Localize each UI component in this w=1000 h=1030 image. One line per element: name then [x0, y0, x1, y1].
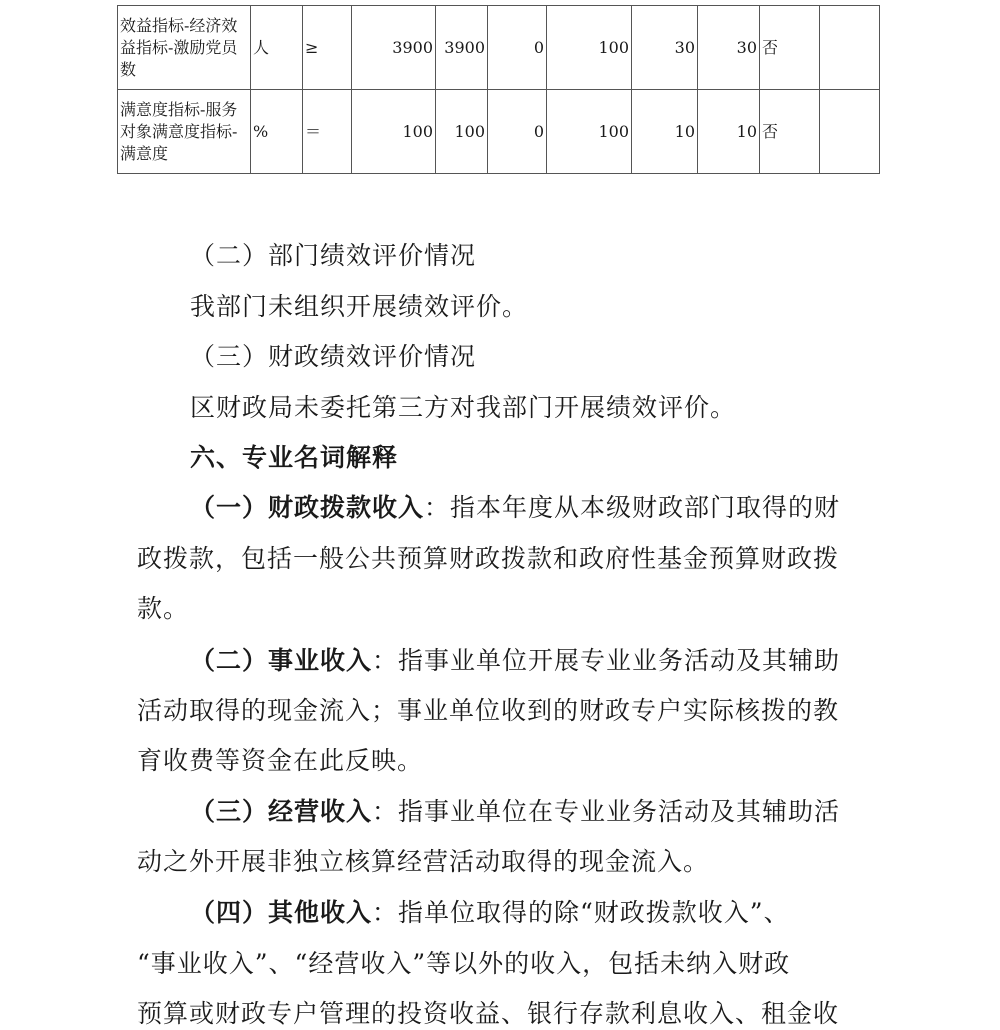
paragraph-dept-eval: 我部门未组织开展绩效评价。: [190, 292, 529, 321]
term1-line1: [190, 492, 840, 524]
target-cell: 100: [352, 90, 436, 174]
flag-cell: 否: [760, 90, 820, 174]
term3-line2: 动之外开展非独立核算经营活动取得的现金流入。: [137, 847, 710, 876]
table-row: [118, 6, 880, 90]
target-cell: 3900: [352, 6, 436, 90]
term2-label: （二）事业收入: [190, 646, 373, 675]
note-cell: [820, 6, 880, 90]
completion-cell: 100: [547, 6, 632, 90]
term1-label: （一）财政拨款收入: [190, 493, 425, 522]
heading-dept-eval: （二）部门绩效评价情况: [190, 241, 477, 270]
score-cell: 30: [698, 6, 760, 90]
term4-line3: 预算或财政专户管理的投资收益、银行存款利息收入、租金收: [137, 999, 840, 1028]
actual-cell: 100: [436, 90, 488, 174]
weight-cell: 30: [632, 6, 698, 90]
completion-cell: 100: [547, 90, 632, 174]
term4-text: ：指单位取得的除“财政拨款收入”、: [372, 898, 790, 927]
term3-text: ：指事业单位在专业业务活动及其辅助活: [372, 797, 841, 826]
indicator-cell: 满意度指标-服务对象满意度指标-满意度: [118, 90, 251, 174]
deviation-cell: 0: [488, 90, 547, 174]
note-cell: [820, 90, 880, 174]
operator-cell: ≥: [303, 6, 352, 90]
deviation-cell: 0: [488, 6, 547, 90]
term2-line1: [190, 645, 840, 677]
performance-table: [117, 5, 880, 174]
term1-line2: 政拨款，包括一般公共预算财政拨款和政府性基金预算财政拨: [137, 544, 840, 573]
flag-cell: 否: [760, 6, 820, 90]
unit-cell: 人: [251, 6, 303, 90]
paragraph-fin-eval: 区财政局未委托第三方对我部门开展绩效评价。: [190, 393, 737, 422]
term3-label: （三）经营收入: [190, 797, 373, 826]
table-row: [118, 90, 880, 174]
term2-line3: 育收费等资金在此反映。: [137, 746, 424, 775]
term4-label: （四）其他收入: [190, 898, 373, 927]
indicator-cell: 效益指标-经济效益指标-激励党员数: [118, 6, 251, 90]
heading-fin-eval: （三）财政绩效评价情况: [190, 342, 477, 371]
term1-line3: 款。: [137, 594, 190, 623]
term3-line1: [190, 796, 840, 828]
term4-line2: “事业收入”、“经营收入”等以外的收入，包括未纳入财政: [137, 949, 791, 978]
term1-text: ：指本年度从本级财政部门取得的财: [424, 493, 841, 522]
weight-cell: 10: [632, 90, 698, 174]
actual-cell: 3900: [436, 6, 488, 90]
unit-cell: %: [251, 90, 303, 174]
term2-text: ：指事业单位开展专业业务活动及其辅助: [372, 646, 841, 675]
score-cell: 10: [698, 90, 760, 174]
heading-section-6: 六、专业名词解释: [190, 443, 399, 472]
term2-line2: 活动取得的现金流入；事业单位收到的财政专户实际核拨的教: [137, 696, 840, 725]
operator-cell: ＝: [303, 90, 352, 174]
term4-line1: [190, 897, 790, 929]
